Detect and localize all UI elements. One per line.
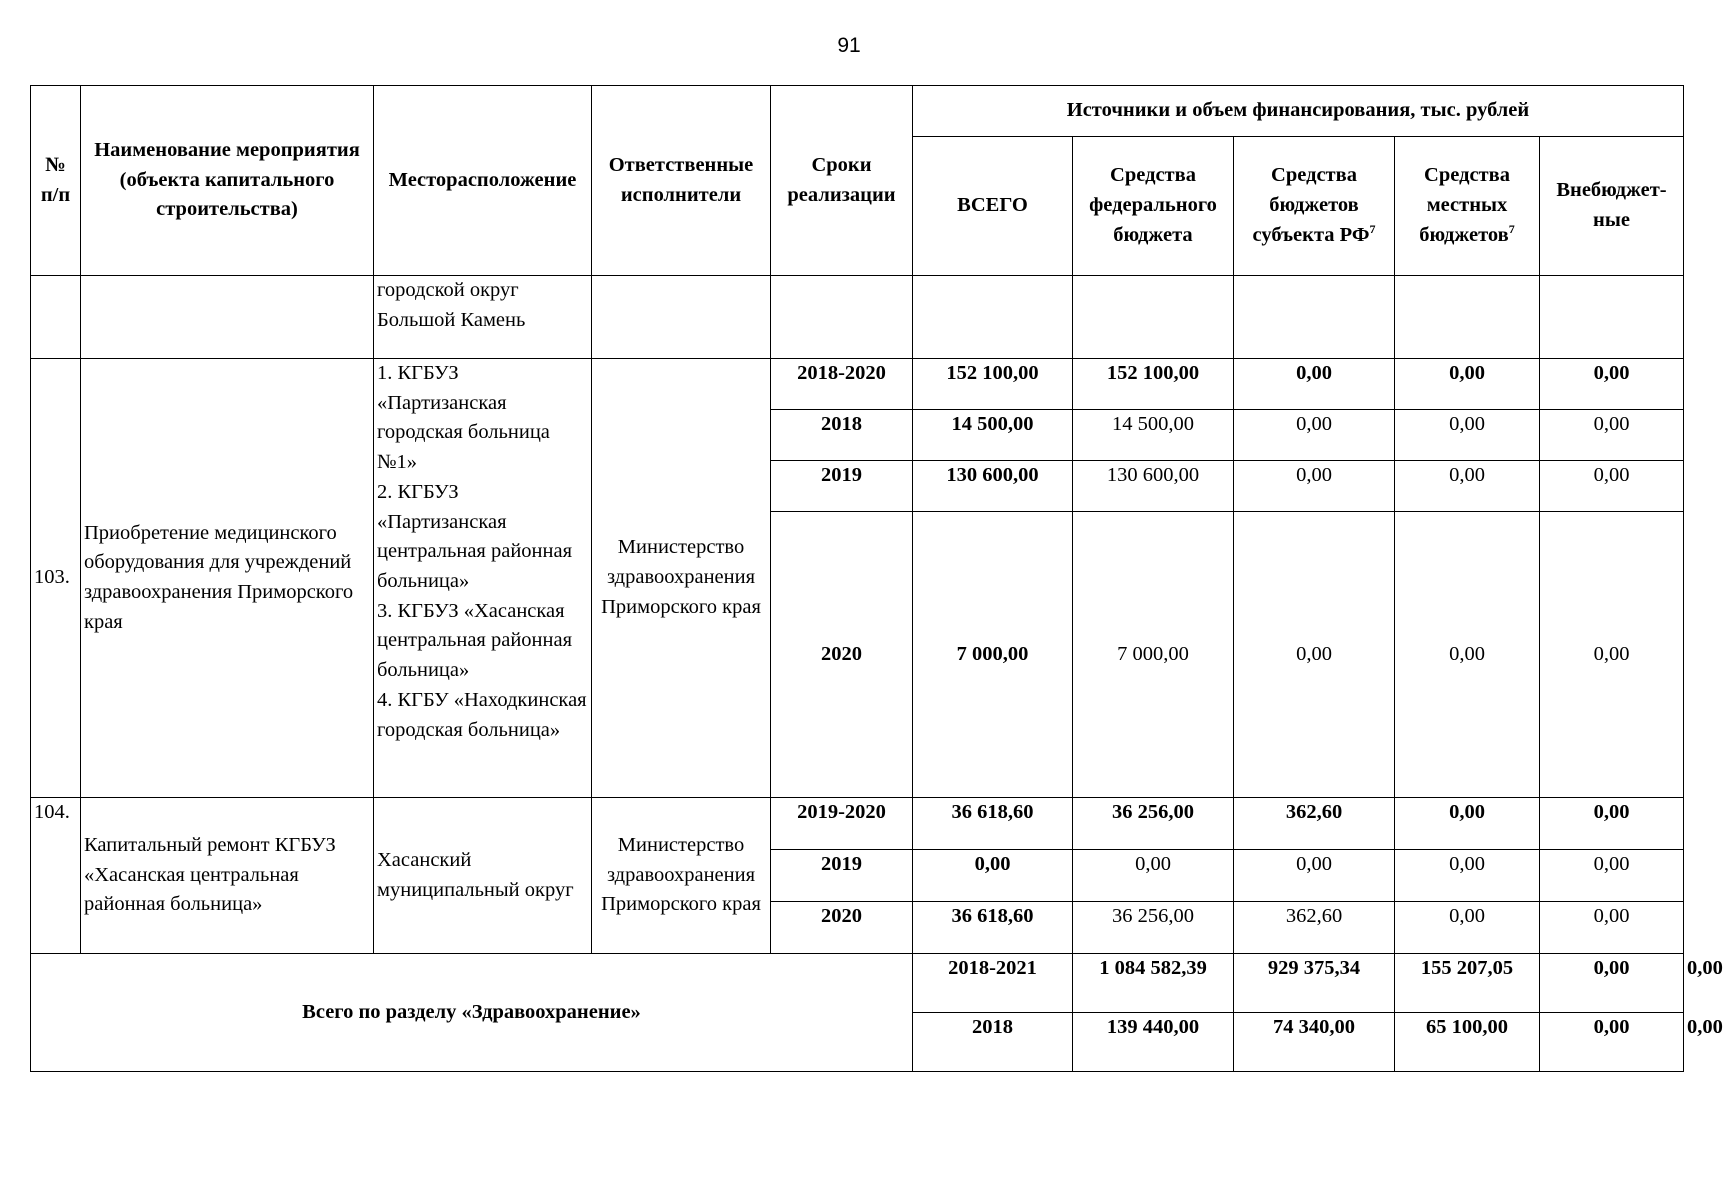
summary-term: 2018-2021: [913, 954, 1073, 1013]
summary-total: 139 440,00: [1073, 1013, 1234, 1072]
row103-term: 2019: [771, 461, 913, 512]
row104-regional: 0,00: [1234, 850, 1395, 902]
header-term: Сроки реализации: [771, 86, 913, 276]
row103-federal: 152 100,00: [1073, 359, 1234, 410]
row104-federal: 36 256,00: [1073, 902, 1234, 954]
summary-row: 2018 139 440,00 74 340,00 65 100,00 0,00 0,00: [31, 1013, 1684, 1072]
header-local: [1395, 137, 1540, 276]
row104-term: 2020: [771, 902, 913, 954]
header-local-label: Средства местных бюджетов: [1419, 164, 1510, 246]
row104-federal: 0,00: [1073, 850, 1234, 902]
row104-name: Капитальный ремонт КГБУЗ «Хасанская центральная районная больница»: [81, 798, 374, 954]
row104-extra: 0,00: [1540, 850, 1684, 902]
header-local-note: 7: [1508, 222, 1515, 237]
row104-location: Хасанский муниципальный округ: [374, 798, 592, 954]
row103-term: 2018-2020: [771, 359, 913, 410]
row103-extra: 0,00: [1540, 461, 1684, 512]
row104-federal: 36 256,00: [1073, 798, 1234, 850]
table-row: [31, 359, 1684, 410]
summary-local: 0,00: [1540, 954, 1684, 1013]
row103-local: 0,00: [1395, 359, 1540, 410]
row103-total: 152 100,00: [913, 359, 1073, 410]
summary-federal: 929 375,34: [1234, 954, 1395, 1013]
row104-term: 2019-2020: [771, 798, 913, 850]
summary-row: Всего по разделу «Здравоохранение» 2018-2021 1 084 582,39 929 375,34 155 207,05 0,00 0,00: [31, 954, 1684, 1013]
row103-extra: 0,00: [1540, 512, 1684, 798]
row103-regional: 0,00: [1234, 410, 1395, 461]
row104-regional: 362,60: [1234, 798, 1395, 850]
table-row: [31, 798, 1684, 850]
continuation-location: городской округ Большой Камень: [374, 276, 592, 359]
header-row: [31, 86, 1684, 137]
summary-local: 0,00: [1540, 1013, 1684, 1072]
header-regional: [1234, 137, 1395, 276]
summary-label: Всего по разделу «Здравоохранение»: [31, 954, 913, 1072]
row104-total: 36 618,60: [913, 798, 1073, 850]
summary-regional: 65 100,00: [1395, 1013, 1540, 1072]
row103-local: 0,00: [1395, 512, 1540, 798]
row103-name: Приобретение медицинского оборудования для учреждений здравоохранения Приморского края: [81, 359, 374, 798]
row104-local: 0,00: [1395, 798, 1540, 850]
row103-term: 2020: [771, 512, 913, 798]
row103-total: 14 500,00: [913, 410, 1073, 461]
row103-responsible: Министерство здравоохранения Приморского края: [592, 359, 771, 798]
summary-total: 1 084 582,39: [1073, 954, 1234, 1013]
row103-federal: 14 500,00: [1073, 410, 1234, 461]
row103-regional: 0,00: [1234, 512, 1395, 798]
row104-extra: 0,00: [1540, 902, 1684, 954]
row104-total: 36 618,60: [913, 902, 1073, 954]
summary-federal: 74 340,00: [1234, 1013, 1395, 1072]
row104-local: 0,00: [1395, 850, 1540, 902]
row103-total: 7 000,00: [913, 512, 1073, 798]
row103-extra: 0,00: [1540, 410, 1684, 461]
page-number: 91: [837, 34, 861, 57]
row103-location: 1. КГБУЗ «Партизанская городская больница №1» 2. КГБУЗ «Партизанская центральная районная больница» 3. КГБУЗ «Хасанская центральная районная больница» 4. КГБУ «Находкинская городская больница»: [374, 359, 592, 798]
row104-term: 2019: [771, 850, 913, 902]
row103-num: 103.: [31, 359, 81, 798]
row104-regional: 362,60: [1234, 902, 1395, 954]
header-num: № п/п: [31, 86, 81, 276]
row103-term: 2018: [771, 410, 913, 461]
row103-regional: 0,00: [1234, 461, 1395, 512]
header-location: Месторасположение: [374, 86, 592, 276]
header-federal: Средства федерального бюджета: [1073, 137, 1234, 276]
row104-num: 104.: [31, 798, 81, 954]
continuation-row: [31, 276, 1684, 359]
row103-total: 130 600,00: [913, 461, 1073, 512]
header-name: Наименование мероприятия (объекта капитального строительства): [81, 86, 374, 276]
summary-regional: 155 207,05: [1395, 954, 1540, 1013]
header-total: ВСЕГО: [913, 137, 1073, 276]
header-responsible: Ответственные исполнители: [592, 86, 771, 276]
row103-federal: 7 000,00: [1073, 512, 1234, 798]
row104-extra: 0,00: [1540, 798, 1684, 850]
summary-term: 2018: [913, 1013, 1073, 1072]
row104-responsible: Министерство здравоохранения Приморского края: [592, 798, 771, 954]
row103-extra: 0,00: [1540, 359, 1684, 410]
header-regional-note: 7: [1369, 222, 1376, 237]
row103-regional: 0,00: [1234, 359, 1395, 410]
row103-local: 0,00: [1395, 461, 1540, 512]
header-regional-label: Средства бюджетов субъекта РФ: [1252, 164, 1370, 246]
row104-local: 0,00: [1395, 902, 1540, 954]
header-extra: Внебюджет-ные: [1540, 137, 1684, 276]
row103-federal: 130 600,00: [1073, 461, 1234, 512]
row103-local: 0,00: [1395, 410, 1540, 461]
row104-total: 0,00: [913, 850, 1073, 902]
header-sources: Источники и объем финансирования, тыс. рублей: [913, 86, 1684, 137]
financing-table: [30, 85, 1723, 1072]
